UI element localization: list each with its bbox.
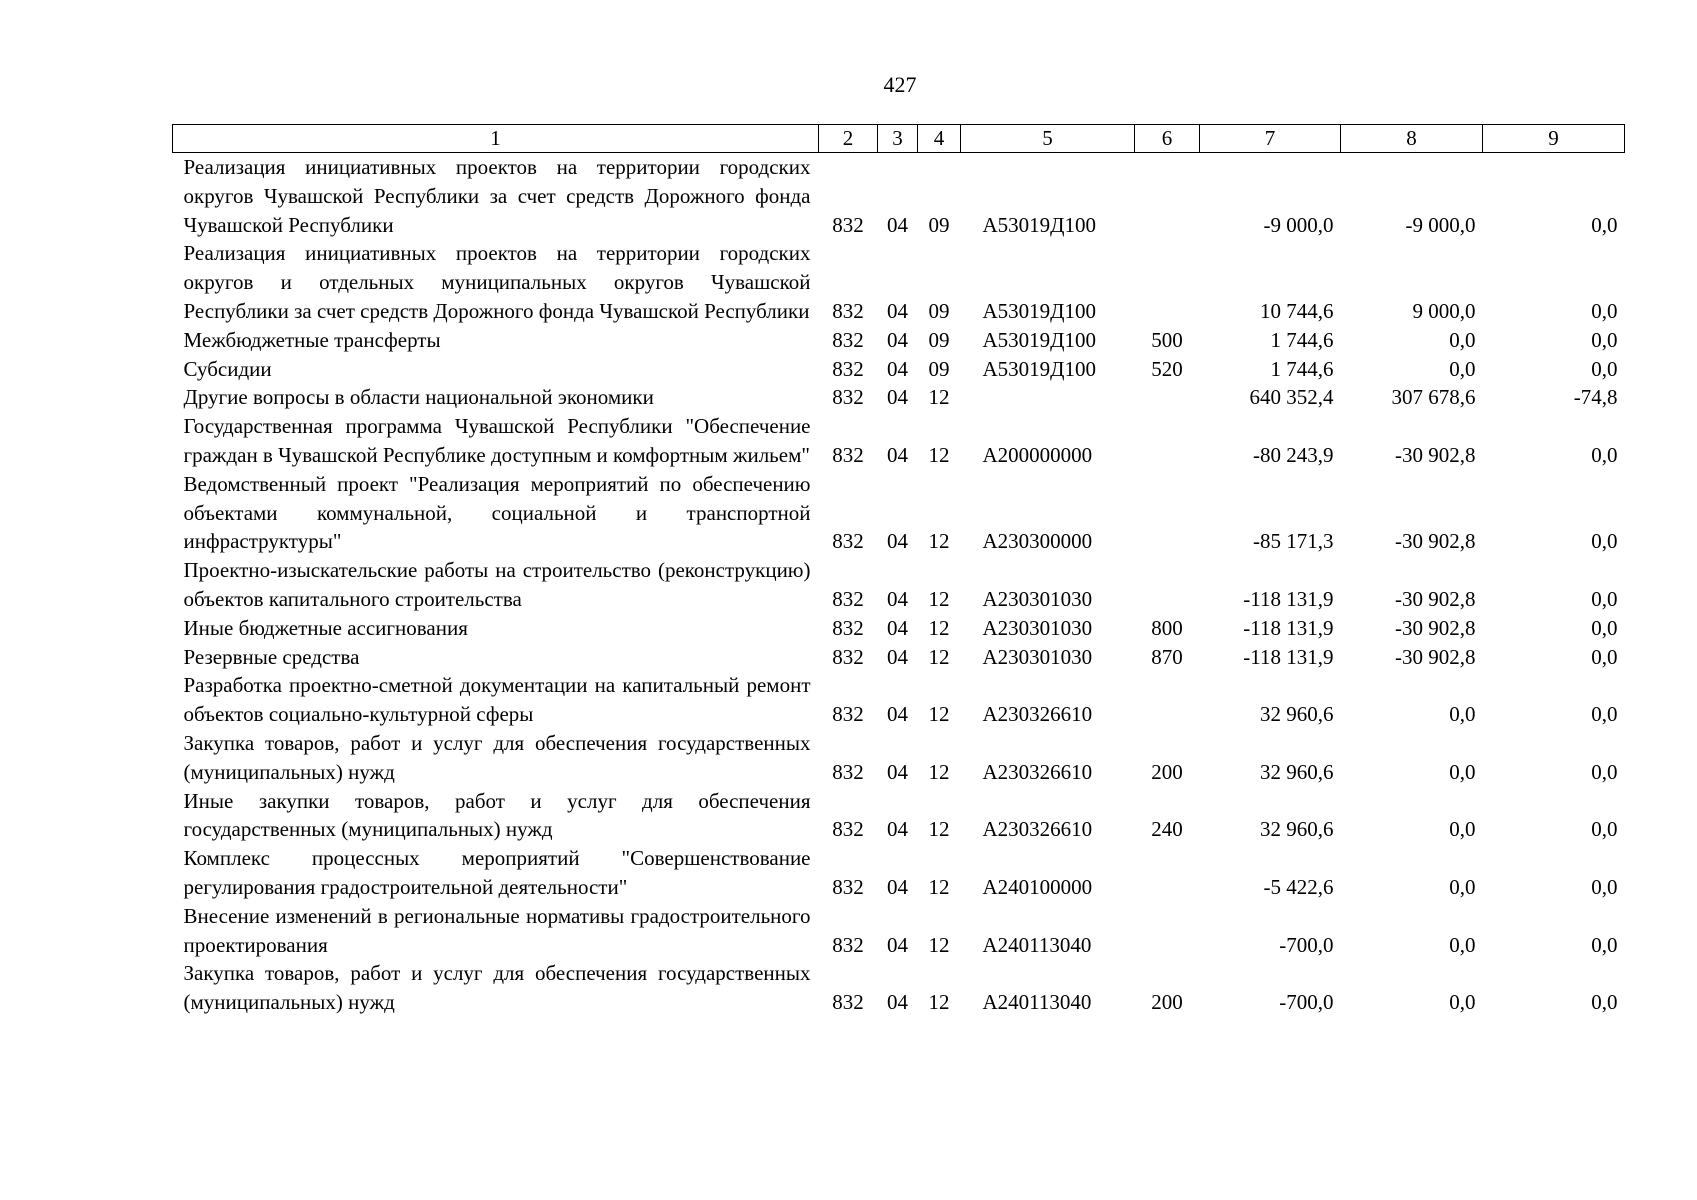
cell-gr: 832 bbox=[832, 442, 864, 467]
row-name: Иные бюджетные ассигнования bbox=[183, 615, 468, 640]
cell-amount-9: 0,0 bbox=[1591, 298, 1618, 323]
cell-csr: А230326610 bbox=[982, 817, 1093, 842]
table-row bbox=[173, 729, 1625, 787]
budget-table bbox=[172, 124, 1625, 1017]
cell-rz: 04 bbox=[887, 759, 908, 784]
cell-amount-8: -9 000,0 bbox=[1405, 212, 1476, 237]
cell-amount-7: 32 960,6 bbox=[1260, 702, 1334, 727]
cell-csr: А200000000 bbox=[982, 442, 1093, 467]
cell-amount-7: 32 960,6 bbox=[1260, 759, 1334, 784]
cell-amount-8: 0,0 bbox=[1449, 356, 1476, 381]
cell-amount-9: 0,0 bbox=[1591, 990, 1618, 1015]
cell-amount-8: -30 902,8 bbox=[1395, 644, 1476, 669]
row-name: Разработка проектно-сметной документации на капитальный ремонт объектов социально-культурной сферы bbox=[183, 673, 811, 727]
cell-pr: 12 bbox=[928, 644, 950, 669]
cell-pr: 12 bbox=[928, 442, 950, 467]
cell-amount-9: 0,0 bbox=[1591, 759, 1618, 784]
cell-vr bbox=[1135, 412, 1200, 470]
cell-gr: 832 bbox=[832, 298, 864, 323]
column-header-9: 9 bbox=[1483, 125, 1625, 153]
cell-amount-9: 0,0 bbox=[1591, 442, 1618, 467]
cell-amount-8: 9 000,0 bbox=[1412, 298, 1476, 323]
column-header-4: 4 bbox=[918, 125, 961, 153]
row-name: Резервные средства bbox=[183, 644, 360, 669]
cell-csr: А230300000 bbox=[982, 529, 1093, 554]
cell-pr: 12 bbox=[928, 586, 950, 611]
cell-vr bbox=[1135, 470, 1200, 556]
cell-rz: 04 bbox=[887, 442, 908, 467]
cell-rz: 04 bbox=[887, 298, 908, 323]
cell-vr: 870 bbox=[1151, 644, 1183, 669]
cell-amount-9: 0,0 bbox=[1591, 644, 1618, 669]
cell-amount-7: 640 352,4 bbox=[1249, 385, 1334, 410]
cell-pr: 12 bbox=[928, 385, 950, 410]
table-row bbox=[173, 153, 1625, 240]
table-header bbox=[173, 125, 1625, 153]
cell-amount-7: -85 171,3 bbox=[1253, 529, 1334, 554]
cell-amount-9: 0,0 bbox=[1591, 327, 1618, 352]
cell-gr: 832 bbox=[832, 212, 864, 237]
cell-vr: 800 bbox=[1151, 615, 1183, 640]
cell-pr: 12 bbox=[928, 702, 950, 727]
column-header-5: 5 bbox=[961, 125, 1135, 153]
cell-csr: А230326610 bbox=[982, 702, 1093, 727]
column-header-7: 7 bbox=[1200, 125, 1341, 153]
cell-gr: 832 bbox=[832, 702, 864, 727]
cell-csr: А230301030 bbox=[982, 615, 1093, 640]
cell-amount-7: 1 744,6 bbox=[1270, 356, 1334, 381]
row-name: Межбюджетные трансферты bbox=[183, 327, 441, 352]
cell-gr: 832 bbox=[832, 817, 864, 842]
row-name: Реализация инициативных проектов на территории городских округов и отдельных муниципальных округов Чувашской Республики за счет средств Дорожного фонда Чувашской Республики bbox=[183, 241, 811, 323]
cell-gr: 832 bbox=[832, 990, 864, 1015]
cell-pr: 09 bbox=[928, 212, 950, 237]
cell-amount-8: 0,0 bbox=[1449, 817, 1476, 842]
cell-gr: 832 bbox=[832, 644, 864, 669]
cell-vr bbox=[1135, 671, 1200, 729]
cell-amount-9: -74,8 bbox=[1573, 385, 1618, 410]
cell-pr: 12 bbox=[928, 990, 950, 1015]
cell-amount-7: 1 744,6 bbox=[1270, 327, 1334, 352]
cell-amount-7: -9 000,0 bbox=[1263, 212, 1334, 237]
table-row bbox=[173, 902, 1625, 960]
cell-gr: 832 bbox=[832, 759, 864, 784]
cell-amount-7: -5 422,6 bbox=[1263, 874, 1334, 899]
cell-gr: 832 bbox=[832, 615, 864, 640]
cell-amount-9: 0,0 bbox=[1591, 874, 1618, 899]
cell-amount-9: 0,0 bbox=[1591, 586, 1618, 611]
cell-csr: А53019Д100 bbox=[982, 298, 1096, 323]
cell-amount-7: -80 243,9 bbox=[1253, 442, 1334, 467]
cell-vr bbox=[1135, 844, 1200, 902]
cell-vr: 240 bbox=[1151, 817, 1183, 842]
cell-amount-8: 307 678,6 bbox=[1391, 385, 1476, 410]
cell-pr: 09 bbox=[928, 356, 950, 381]
cell-csr: А53019Д100 bbox=[982, 327, 1096, 352]
table-row bbox=[173, 643, 1625, 672]
cell-csr bbox=[961, 383, 1135, 412]
cell-amount-9: 0,0 bbox=[1591, 817, 1618, 842]
row-name: Внесение изменений в региональные нормативы градостроительного проектирования bbox=[183, 903, 811, 957]
row-name: Комплекс процессных мероприятий "Совершенствование регулирования градостроительной деятельности" bbox=[183, 846, 811, 899]
column-header-1: 1 bbox=[173, 125, 819, 153]
cell-vr: 520 bbox=[1151, 356, 1183, 381]
cell-amount-9: 0,0 bbox=[1591, 702, 1618, 727]
table-row bbox=[173, 959, 1625, 1017]
cell-amount-8: -30 902,8 bbox=[1395, 615, 1476, 640]
cell-gr: 832 bbox=[832, 385, 864, 410]
cell-amount-8: -30 902,8 bbox=[1395, 442, 1476, 467]
cell-amount-7: -118 131,9 bbox=[1243, 586, 1334, 611]
cell-amount-9: 0,0 bbox=[1591, 932, 1618, 957]
cell-amount-8: 0,0 bbox=[1449, 327, 1476, 352]
table-row bbox=[173, 614, 1625, 643]
table-row bbox=[173, 239, 1625, 325]
row-name: Иные закупки товаров, работ и услуг для обеспечения государственных (муниципальных) нужд bbox=[183, 788, 811, 842]
table-row bbox=[173, 326, 1625, 355]
table-row bbox=[173, 787, 1625, 845]
cell-amount-8: 0,0 bbox=[1449, 702, 1476, 727]
cell-rz: 04 bbox=[887, 586, 908, 611]
cell-rz: 04 bbox=[887, 817, 908, 842]
cell-amount-9: 0,0 bbox=[1591, 356, 1618, 381]
row-name: Проектно-изыскательские работы на строительство (реконструкцию) объектов капитального строительства bbox=[183, 558, 811, 611]
cell-vr bbox=[1135, 556, 1200, 614]
row-name: Закупка товаров, работ и услуг для обеспечения государственных (муниципальных) нужд bbox=[183, 730, 811, 784]
cell-pr: 12 bbox=[928, 932, 950, 957]
cell-amount-7: -118 131,9 bbox=[1243, 615, 1334, 640]
cell-amount-7: 32 960,6 bbox=[1260, 817, 1334, 842]
row-name: Другие вопросы в области национальной экономики bbox=[183, 385, 654, 410]
cell-gr: 832 bbox=[832, 529, 864, 554]
cell-gr: 832 bbox=[832, 356, 864, 381]
cell-amount-8: -30 902,8 bbox=[1395, 529, 1476, 554]
cell-csr: А240113040 bbox=[982, 990, 1092, 1015]
table-row bbox=[173, 556, 1625, 614]
column-header-6: 6 bbox=[1135, 125, 1200, 153]
table-row bbox=[173, 470, 1625, 556]
cell-csr: А230301030 bbox=[982, 644, 1093, 669]
cell-pr: 12 bbox=[928, 874, 950, 899]
column-header-8: 8 bbox=[1341, 125, 1483, 153]
cell-amount-8: 0,0 bbox=[1449, 932, 1476, 957]
cell-vr bbox=[1135, 383, 1200, 412]
cell-vr bbox=[1135, 239, 1200, 325]
cell-rz: 04 bbox=[887, 990, 908, 1015]
page-number: 427 bbox=[883, 72, 917, 97]
table-row bbox=[173, 844, 1625, 902]
cell-vr bbox=[1135, 902, 1200, 960]
cell-amount-9: 0,0 bbox=[1591, 615, 1618, 640]
cell-vr: 200 bbox=[1151, 990, 1183, 1015]
table-row bbox=[173, 383, 1625, 412]
cell-amount-8: 0,0 bbox=[1449, 990, 1476, 1015]
cell-rz: 04 bbox=[887, 874, 908, 899]
cell-amount-7: -700,0 bbox=[1279, 932, 1334, 957]
table-row bbox=[173, 355, 1625, 384]
cell-rz: 04 bbox=[887, 644, 908, 669]
cell-pr: 12 bbox=[928, 529, 950, 554]
cell-csr: А53019Д100 bbox=[982, 212, 1096, 237]
cell-rz: 04 bbox=[887, 327, 908, 352]
cell-rz: 04 bbox=[887, 529, 908, 554]
cell-amount-9: 0,0 bbox=[1591, 529, 1618, 554]
table-row bbox=[173, 412, 1625, 470]
row-name: Ведомственный проект "Реализация мероприятий по обеспечению объектами коммунальной, социальной и транспортной инфраструктуры" bbox=[183, 471, 811, 554]
cell-pr: 12 bbox=[928, 759, 950, 784]
cell-amount-8: 0,0 bbox=[1449, 759, 1476, 784]
column-header-3: 3 bbox=[878, 125, 918, 153]
cell-amount-8: 0,0 bbox=[1449, 874, 1476, 899]
cell-rz: 04 bbox=[887, 356, 908, 381]
cell-gr: 832 bbox=[832, 874, 864, 899]
row-name: Субсидии bbox=[183, 356, 272, 381]
table-body bbox=[173, 153, 1625, 1017]
cell-gr: 832 bbox=[832, 586, 864, 611]
cell-gr: 832 bbox=[832, 932, 864, 957]
cell-vr: 200 bbox=[1151, 759, 1183, 784]
row-name: Государственная программа Чувашской Республики "Обеспечение граждан в Чувашской Республике доступным и комфортным жильем" bbox=[183, 414, 811, 467]
table-row bbox=[173, 671, 1625, 729]
cell-csr: А240113040 bbox=[982, 932, 1092, 957]
cell-rz: 04 bbox=[887, 385, 908, 410]
cell-csr: А53019Д100 bbox=[982, 356, 1096, 381]
cell-amount-9: 0,0 bbox=[1591, 212, 1618, 237]
header-row bbox=[173, 125, 1625, 153]
cell-pr: 12 bbox=[928, 615, 950, 640]
row-name: Реализация инициативных проектов на территории городских округов Чувашской Республики за счет средств Дорожного фонда Чувашской Республики bbox=[183, 155, 811, 237]
cell-csr: А230301030 bbox=[982, 586, 1093, 611]
row-name: Закупка товаров, работ и услуг для обеспечения государственных (муниципальных) нужд bbox=[183, 961, 811, 1015]
cell-amount-7: -700,0 bbox=[1279, 990, 1334, 1015]
cell-pr: 09 bbox=[928, 327, 950, 352]
cell-amount-7: 10 744,6 bbox=[1260, 298, 1334, 323]
cell-vr bbox=[1135, 153, 1200, 240]
cell-rz: 04 bbox=[887, 932, 908, 957]
cell-amount-7: -118 131,9 bbox=[1243, 644, 1334, 669]
column-header-2: 2 bbox=[819, 125, 878, 153]
cell-csr: А240100000 bbox=[982, 874, 1093, 899]
cell-amount-8: -30 902,8 bbox=[1395, 586, 1476, 611]
cell-rz: 04 bbox=[887, 212, 908, 237]
cell-rz: 04 bbox=[887, 702, 908, 727]
cell-vr: 500 bbox=[1151, 327, 1183, 352]
cell-gr: 832 bbox=[832, 327, 864, 352]
cell-pr: 09 bbox=[928, 298, 950, 323]
cell-csr: А230326610 bbox=[982, 759, 1093, 784]
cell-rz: 04 bbox=[887, 615, 908, 640]
cell-pr: 12 bbox=[928, 817, 950, 842]
